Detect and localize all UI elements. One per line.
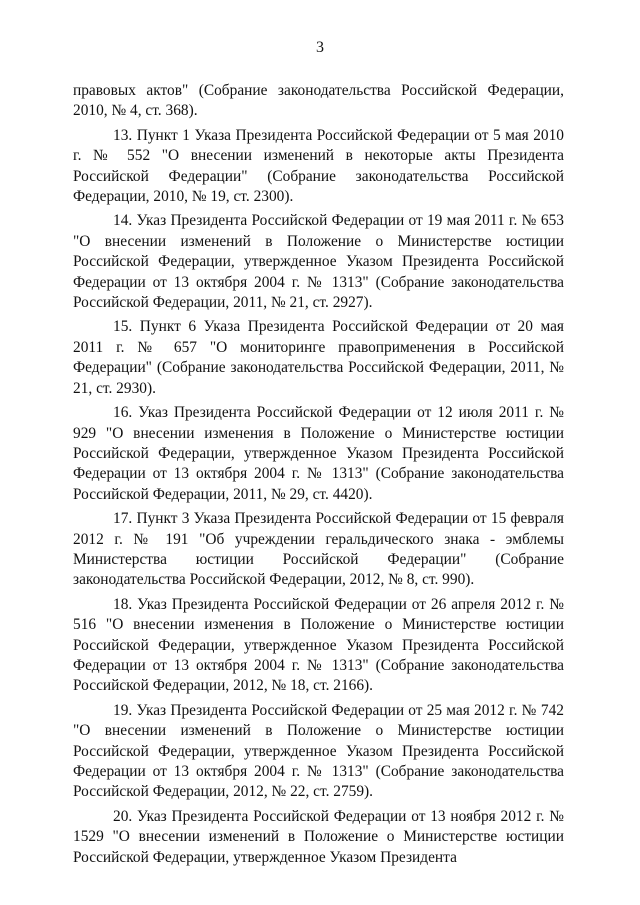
paragraph-item-18: 18. Указ Президента Российской Федерации от 26 апреля 2012 г. № 516 "О внесении изменения в Положение о Министерстве юстиции Российской Федерации, утвержденное Указом Президента Российской Федерации от 13 октября 2004 г. № 1313" (Собрание законодательства Российской Федерации, 2012, № 18, ст. 2166). (73, 595, 564, 695)
paragraph-item-19: 19. Указ Президента Российской Федерации от 25 мая 2012 г. № 742 "О внесении изменений в Положение о Министерстве юстиции Российской Федерации, утвержденное Указом Президента Российской Федерации от 13 октября 2004 г. № 1313" (Собрание законодательства Российской Федерации, 2012, № 22, ст. 2759). (73, 701, 564, 801)
paragraph-item-13: 13. Пункт 1 Указа Президента Российской Федерации от 5 мая 2010 г. № 552 "О внесении изменений в некоторые акты Президента Российской Федерации" (Собрание законодательства Российской Федерации, 2010, № 19, ст. 2300). (73, 126, 564, 206)
document-body (73, 81, 564, 868)
paragraph-item-15: 15. Пункт 6 Указа Президента Российской Федерации от 20 мая 2011 г. № 657 "О мониторинге правоприменения в Российской Федерации" (Собрание законодательства Российской Федерации, 2011, № 21, ст. 2930). (73, 318, 564, 397)
page-number: 3 (316, 39, 324, 56)
paragraph-item-14: 14. Указ Президента Российской Федерации от 19 мая 2011 г. № 653 "О внесении изменений в Положение о Министерстве юстиции Российской Федерации, утвержденное Указом Президента Российской Федерации от 13 октября 2004 г. № 1313" (Собрание законодательства Российской Федерации, 2011, № 21, ст. 2927). (73, 212, 564, 312)
paragraph-continuation: правовых актов" (Собрание законодательства Российской Федерации, 2010, № 4, ст. 368). (73, 82, 564, 120)
paragraph-item-20: 20. Указ Президента Российской Федерации от 13 ноября 2012 г. № 1529 "О внесении изменений в Положение о Министерстве юстиции Российской Федерации, утвержденное Указом Президента (73, 807, 564, 866)
paragraph-item-17: 17. Пункт 3 Указа Президента Российской Федерации от 15 февраля 2012 г. № 191 "Об учреждении геральдического знака - эмблемы Министерства юстиции Российской Федерации" (Собрание законодательства Российской Федерации, 2012, № 8, ст. 990). (73, 510, 564, 589)
paragraph-item-16: 16. Указ Президента Российской Федерации от 12 июля 2011 г. № 929 "О внесении изменения в Положение о Министерстве юстиции Российской Федерации, утвержденное Указом Президента Российской Федерации от 13 октября 2004 г. № 1313" (Собрание законодательства Российской Федерации, 2011, № 29, ст. 4420). (73, 404, 564, 503)
